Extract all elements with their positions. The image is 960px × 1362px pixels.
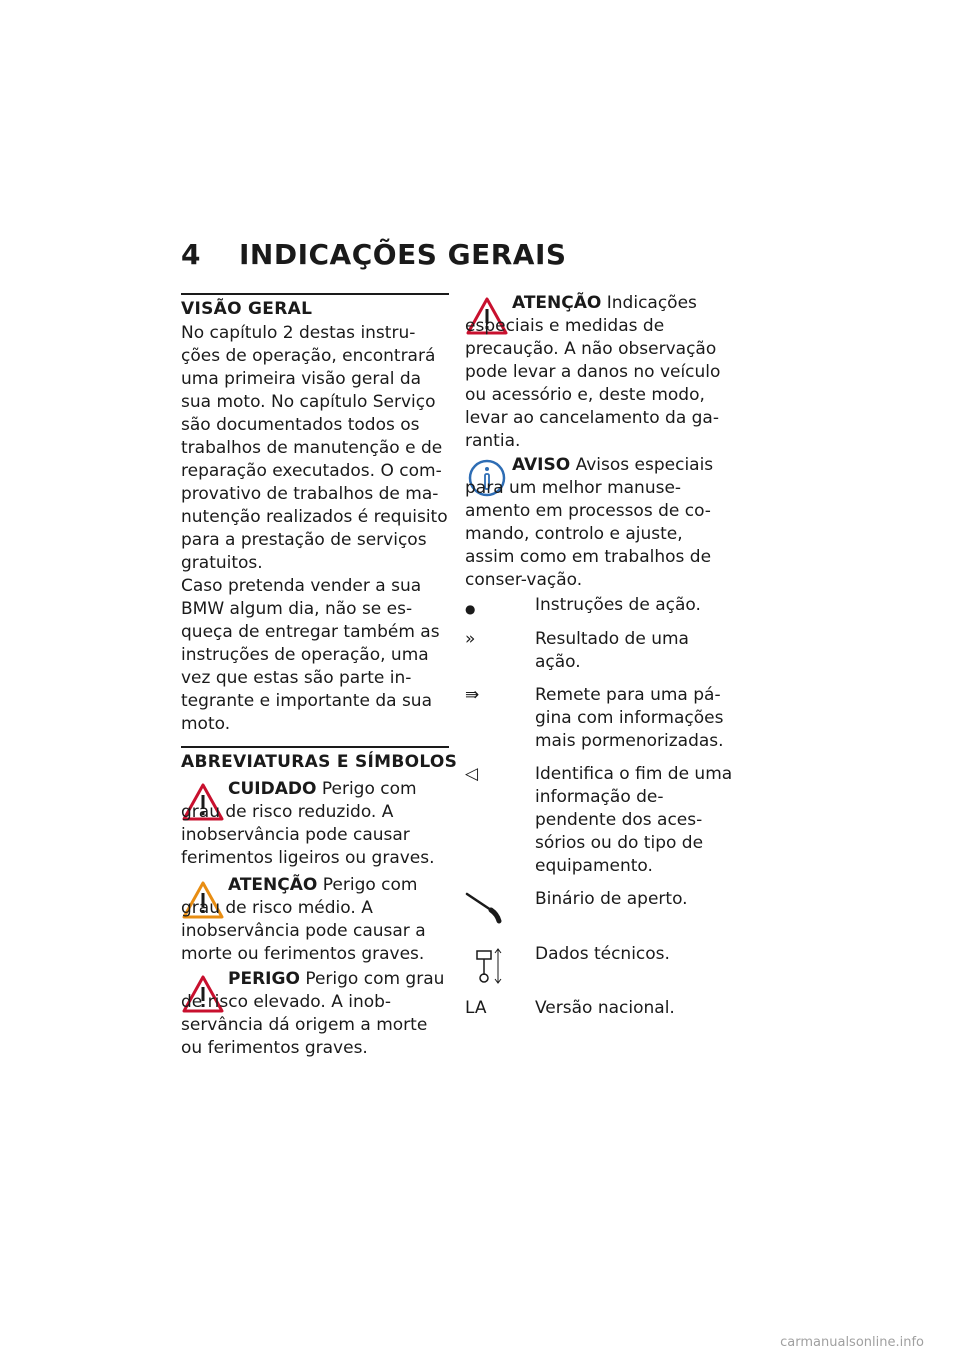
torque-wrench-icon bbox=[465, 890, 507, 924]
atencao-note-1 bbox=[181, 874, 451, 966]
symbol-description: Resultado de uma ação. bbox=[535, 629, 689, 672]
section-rule bbox=[181, 293, 449, 295]
symbol-description: Remete para uma pá-gina com informações mais pormenorizadas. bbox=[535, 685, 724, 751]
aviso-keyword: AVISO bbox=[512, 455, 571, 475]
overview-text bbox=[181, 322, 451, 736]
symbol-description: Identifica o fim de uma informação de-pendente dos aces-sórios ou do tipo de equipamento. bbox=[535, 764, 733, 876]
chapter-title: INDICAÇÕES GERAIS bbox=[238, 238, 567, 271]
aviso-note bbox=[465, 454, 735, 592]
atencao-keyword: ATENÇÃO bbox=[228, 875, 318, 895]
overview-paragraph-1: No capítulo 2 destas instru-ções de operação, encontrará uma primeira visão geral da sua moto. No capítulo Serviço são documentados todos os trabalhos de manutenção e de reparação executados. O com-provativo de trabalhos de ma-nutenção realizados é requisito para a prestação de serviços gratuitos. bbox=[181, 323, 448, 573]
la-abbreviation: LA bbox=[465, 998, 487, 1018]
watermark-footer: carmanualsonline.info bbox=[780, 1335, 924, 1350]
bullet-icon: ● bbox=[465, 602, 476, 616]
atencao-keyword: ATENÇÃO bbox=[512, 293, 602, 313]
chapter-number: 4 bbox=[181, 238, 201, 271]
atencao-note-2 bbox=[465, 292, 735, 453]
symbol-description: Versão nacional. bbox=[535, 998, 675, 1018]
symbol-description: Instruções de ação. bbox=[535, 595, 701, 615]
result-icon: » bbox=[465, 629, 476, 649]
section-rule bbox=[181, 746, 449, 748]
symbol-description: Binário de aperto. bbox=[535, 889, 688, 909]
cuidado-keyword: CUIDADO bbox=[228, 779, 317, 799]
cuidado-text: Perigo com grau de risco reduzido. A inobservância pode causar ferimentos ligeiros ou graves. bbox=[181, 779, 435, 868]
cuidado-note bbox=[181, 778, 451, 870]
section-heading-overview: VISÃO GERAL bbox=[181, 299, 313, 319]
symbol-description: Dados técnicos. bbox=[535, 944, 670, 964]
aviso-text: Avisos especiais para um melhor manuse-amento em processos de co-mando, controlo e ajuste, assim como em trabalhos de conser-vação. bbox=[465, 455, 714, 590]
overview-paragraph-2: Caso pretenda vender a sua BMW algum dia, não se es-queça de entregar também as instruções de operação, uma vez que estas são parte in-tegrante e importante da sua moto. bbox=[181, 576, 440, 734]
perigo-keyword: PERIGO bbox=[228, 969, 300, 989]
reference-arrow-icon: ⇛ bbox=[465, 685, 480, 705]
chapter-heading bbox=[181, 238, 567, 271]
perigo-note bbox=[181, 968, 451, 1060]
atencao-text: Indicações especiais e medidas de precaução. A não observação pode levar a danos no veículo ou acessório e, deste modo, levar ao cancelamento da ga-rantia. bbox=[465, 293, 721, 451]
atencao-text: Perigo com grau de risco médio. A inobservância pode causar a morte ou ferimentos graves. bbox=[181, 875, 426, 964]
section-heading-abbreviations: ABREVIATURAS E SÍMBOLOS bbox=[181, 752, 458, 772]
perigo-text: Perigo com grau de risco elevado. A inob-servância dá origem a morte ou ferimentos graves. bbox=[181, 969, 445, 1058]
technical-data-icon bbox=[465, 945, 507, 987]
end-marker-icon: ◁ bbox=[465, 764, 479, 784]
